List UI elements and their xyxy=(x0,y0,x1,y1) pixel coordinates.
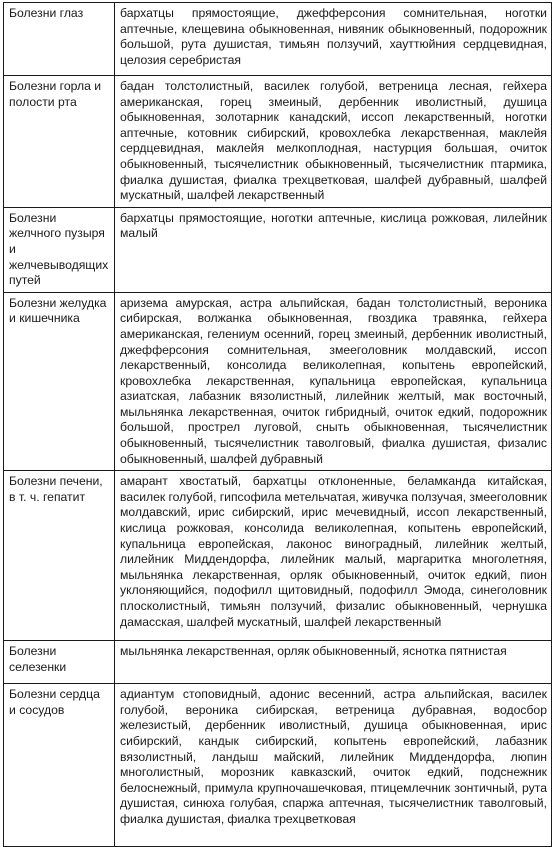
disease-cell: Болезни желчного пузыря и желчевыводящих путей xyxy=(4,207,115,292)
table-row-heart-vessel-diseases xyxy=(4,684,552,847)
plants-cell: адиантум стоповидный, адонис весенний, астра альпийская, василек голубой, вероника сибирская, ветреница дубравная, водосбор железистый, дербенник иволистный, душица обыкновенная, ирис сибирский, кандык сибирский, копытень европейский, лабазник вязолистный, ландыш майский, лилейник Миддендорфа, люпин многолистный, морозник кавказский, очиток едкий, подснежник белоснежный, примула крупночашечковая, птицемлечник зонтичный, рута душистая, синюха голубая, спаржа аптечная, тысячелистник таволговый, фиалка душистая, фиалка трехцветковая xyxy=(115,684,552,847)
disease-cell: Болезни селезенки xyxy=(4,641,115,684)
table-row-throat-mouth-diseases xyxy=(4,76,552,208)
table-row-stomach-intestine-diseases xyxy=(4,292,552,471)
plants-cell: мыльнянка лекарственная, орляк обыкновенный, яснотка пятнистая xyxy=(115,641,552,684)
plants-cell: аризема амурская, астра альпийская, бадан толстолистный, вероника сибирская, волжанка обыкновенная, гвоздика травянка, гейхера американская, гелениум осенний, горец змеиный, дербенник иволистный, джефферсония сомнительная, змееголовник молдавский, иссоп лекарственный, консолида великолепная, копытень европейский, кровохлебка лекарственная, купальница европейская, купальница азиатская, лабазник вязолистный, лилейник желтый, мак восточный, мыльнянка лекарственная, очиток гибридный, очиток едкий, подорожник большой, прострел луговой, сныть обыкновенная, тысячелистник обыкновенный, тысячелистник таволговый, фиалка душистая, физалис обыкновенный, шалфей дубравный xyxy=(115,292,552,471)
disease-cell: Болезни глаз xyxy=(4,3,115,76)
disease-cell: Болезни печени, в т. ч. гепатит xyxy=(4,471,115,641)
table-row-eye-diseases xyxy=(4,3,552,76)
plants-cell: амарант хвостатый, бархатцы отклоненные, беламканда китайская, василек голубой, гипсофила метельчатая, живучка ползучая, змееголовник молдавский, ирис сибирский, ирис мечевидный, иссоп лекарственный, кислица рожковая, консолида великолепная, копытень европейский, купальница европейская, лаконос виноградный, лилейник желтый, лилейник Миддендорфа, лилейник малый, маргаритка многолетняя, мыльнянка лекарственная, орляк обыкновенный, очиток едкий, пион уклоняющийся, подофилл щитовидный, подофилл Эмода, синеголовник плосколистный, тимьян ползучий, физалис обыкновенный, чернушка дамасская, шалфей мускатный, шалфей лекарственный xyxy=(115,471,552,641)
plants-cell: бархатцы прямостоящие, ноготки аптечные, кислица рожковая, лилейник малый xyxy=(115,207,552,292)
disease-cell: Болезни сердца и сосудов xyxy=(4,684,115,847)
disease-cell: Болезни желудка и кишечника xyxy=(4,292,115,471)
table-row-spleen-diseases xyxy=(4,641,552,684)
plants-cell: бархатцы прямостоящие, джефферсония сомнительная, ноготки аптечные, клещевина обыкновенная, нивяник обыкновенный, подорожник большой, рута душистая, тимьян ползучий, хауттюйния сердцевидная, целозия серебристая xyxy=(115,3,552,76)
table-row-gallbladder-diseases xyxy=(4,207,552,292)
medicinal-plants-table xyxy=(3,2,552,847)
plants-cell: бадан толстолистный, василек голубой, ветреница лесная, гейхера американская, горец змеиный, дербенник иволистный, душица обыкновенная, золотарник канадский, иссоп лекарственный, ноготки аптечные, котовник сибирский, кровохлебка лекарственная, маклейя сердцевидная, маклейя мелкоплодная, настурция большая, очиток обыкновенный, тысячелистник обыкновенный, тысячелистник птармика, фиалка душистая, фиалка трехцветковая, шалфей дубравный, шалфей мускатный, шалфей лекарственный xyxy=(115,76,552,208)
disease-cell: Болезни горла и полости рта xyxy=(4,76,115,208)
table-row-liver-diseases xyxy=(4,471,552,641)
table-body xyxy=(4,3,552,847)
